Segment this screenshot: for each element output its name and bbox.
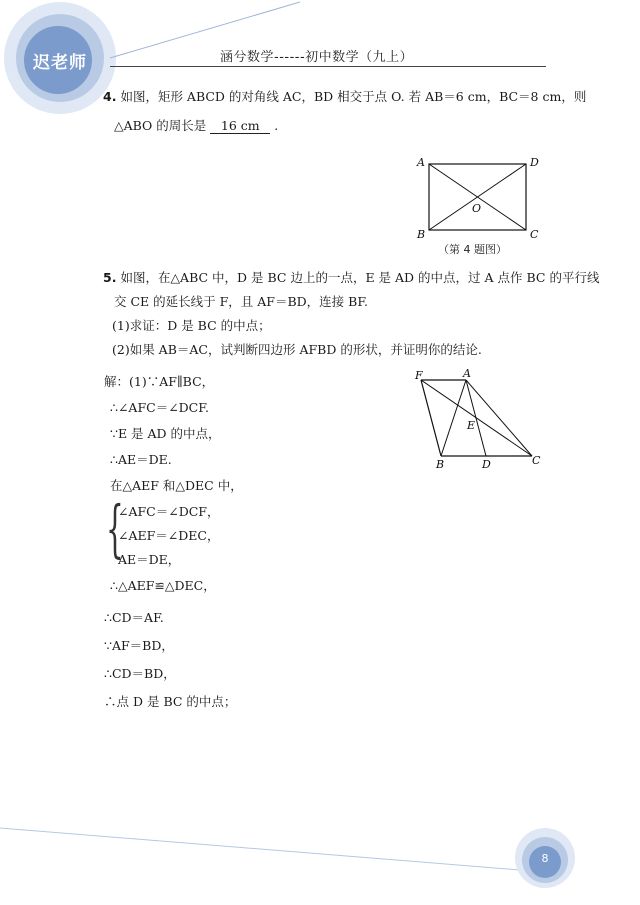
problem-4-figure — [410, 150, 550, 246]
label-f: F — [415, 369, 423, 382]
solution-line-12: ∴CD＝BD， — [104, 666, 176, 681]
solution-line-5: 在△AEF 和△DEC 中， — [110, 478, 243, 493]
problem-4-line-2 — [114, 118, 278, 134]
problem-5-text-1: 如图，在△ABC 中，D 是 BC 边上的一点，E 是 AD 的中点，过 A 点作 BC 的平行线 — [120, 270, 600, 285]
problem-5-line-2: 交 CE 的延长线于 F，且 AF＝BD，连接 BF. — [114, 294, 369, 309]
label-d: D — [482, 458, 491, 471]
solution-line-10: ∴CD＝AF. — [104, 610, 164, 625]
label-b: B — [436, 458, 445, 471]
header-divider — [110, 66, 546, 67]
logo-text: 迟老师 — [33, 53, 87, 73]
label-c: C — [530, 228, 539, 241]
solution-line-13: ∴点 D 是 BC 的中点； — [104, 694, 237, 709]
problem-4-text-1: 如图，矩形 ABCD 的对角线 AC，BD 相交于点 O. 若 AB＝6 cm，BC＝8 cm，则 — [120, 89, 587, 104]
problem-4-period: . — [274, 118, 279, 133]
solution-line-8: AE＝DE， — [118, 552, 181, 567]
solution-line-1: 解：(1)∵AF∥BC， — [104, 374, 215, 389]
label-c: C — [532, 454, 541, 467]
label-b: B — [417, 228, 426, 241]
problem-4-number: 4. — [103, 89, 117, 104]
page-header-title: 涵兮数学------初中数学（九上） — [220, 50, 414, 65]
solution-line-6: ∠AFC＝∠DCF， — [118, 504, 220, 519]
label-a: A — [463, 367, 471, 380]
solution-line-11: ∵AF＝BD， — [104, 638, 174, 653]
solution-line-9: ∴△AEF≌△DEC， — [110, 578, 216, 593]
system-brace: { — [106, 492, 124, 565]
problem-5-question-1: (1)求证：D 是 BC 的中点； — [112, 318, 271, 333]
problem-4-answer: 16 cm — [210, 119, 270, 134]
solution-line-3: ∵E 是 AD 的中点， — [110, 426, 221, 441]
problem-5-figure — [410, 366, 550, 472]
segment-ab — [441, 380, 466, 456]
problem-4-text-2: △ABO 的周长是 — [114, 118, 207, 133]
problem-5-question-2: (2)如果 AB＝AC，试判断四边形 AFBD 的形状，并证明你的结论. — [112, 342, 482, 357]
problem-4-caption: （第 4 题图） — [438, 243, 507, 256]
solution-line-4: ∴AE＝DE. — [110, 452, 172, 467]
page-number: 8 — [541, 852, 549, 865]
problem-5-line-1 — [103, 270, 599, 286]
label-a: A — [417, 156, 425, 169]
label-d: D — [530, 156, 539, 169]
solution-line-7: ∠AEF＝∠DEC， — [118, 528, 220, 543]
label-o: O — [472, 202, 482, 215]
label-e: E — [467, 419, 476, 432]
problem-4-line-1 — [103, 89, 586, 105]
problem-5-number: 5. — [103, 270, 117, 285]
solution-line-2: ∴∠AFC＝∠DCF. — [110, 400, 209, 415]
